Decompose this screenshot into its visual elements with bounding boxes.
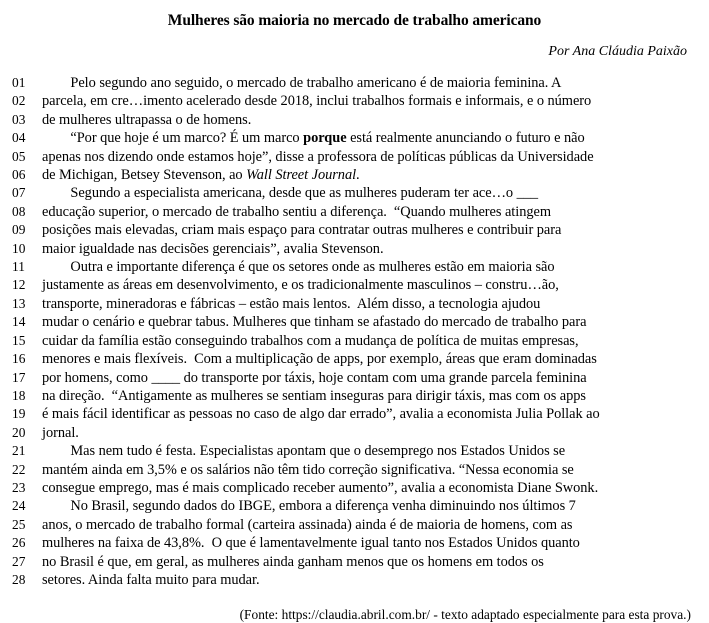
line-text: justamente as áreas em desenvolvimento, e os tradicionalmente masculinos – constru…ão, (42, 277, 559, 294)
line-text: maior igualdade nas decisões gerenciais”, avalia Stevenson. (42, 240, 384, 257)
line-text: apenas nos dizendo onde estamos hoje”, disse a professora de políticas públicas da Universidade (42, 148, 594, 165)
line-text: “Por que hoje é um marco? É um marco porque está realmente anunciando o futuro e não (42, 130, 585, 147)
line-text: posições mais elevadas, criam mais espaço para contratar outras mulheres e contribuir para (42, 222, 562, 239)
line-number: 13 (12, 295, 26, 311)
line-text: no Brasil é que, em geral, as mulheres ainda ganham menos que os homens em todos os (42, 553, 544, 570)
text-line (12, 221, 697, 239)
text-line (12, 553, 697, 571)
line-text: Segundo a especialista americana, desde que as mulheres puderam ter ace…o ___ (42, 185, 539, 202)
line-text: menores e mais flexíveis. Com a multiplicação de apps, por exemplo, áreas que eram dominadas (42, 351, 597, 368)
text-line (12, 111, 697, 129)
line-number: 07 (12, 185, 26, 201)
text-line (12, 424, 697, 442)
line-number: 17 (12, 369, 26, 385)
line-number: 09 (12, 222, 26, 238)
line-text: consegue emprego, mas é mais complicado receber aumento”, avalia a economista Diane Swonk. (42, 479, 599, 496)
line-text: anos, o mercado de trabalho formal (carteira assinada) ainda é de maioria de homens, com as (42, 516, 573, 533)
line-number: 28 (12, 571, 26, 587)
bold-emphasis: porque (303, 130, 347, 147)
text-line (12, 405, 697, 423)
line-number: 11 (12, 259, 25, 275)
line-text: é mais fácil identificar as pessoas no caso de algo dar errado”, avalia a economista Julia Pollak ao (42, 406, 600, 423)
line-number: 08 (12, 203, 26, 219)
line-number: 25 (12, 516, 26, 532)
line-text: Outra e importante diferença é que os setores onde as mulheres estão em maioria são (42, 259, 555, 276)
text-line (12, 571, 697, 589)
line-number: 03 (12, 111, 26, 127)
line-text: cuidar da família estão conseguindo trabalhos com a mudança de política de muitas empresas, (42, 332, 579, 349)
text-line (12, 497, 697, 515)
line-number: 16 (12, 351, 26, 367)
text-line (12, 479, 697, 497)
line-number: 23 (12, 479, 26, 495)
line-number: 15 (12, 332, 26, 348)
line-number: 12 (12, 277, 26, 293)
line-number: 18 (12, 387, 26, 403)
text-line (12, 350, 697, 368)
line-number: 22 (12, 461, 26, 477)
line-text: transporte, mineradoras e fábricas – estão mais lentos. Além disso, a tecnologia ajudou (42, 295, 541, 312)
line-text: de mulheres ultrapassa o de homens. (42, 111, 252, 128)
italic-emphasis: Wall Street Journal (246, 167, 357, 184)
text-line (12, 442, 697, 460)
text-line (12, 129, 697, 147)
text-line (12, 461, 697, 479)
text-line (12, 276, 697, 294)
text-line (12, 516, 697, 534)
line-text: Pelo segundo ano seguido, o mercado de trabalho americano é de maioria feminina. A (42, 75, 562, 91)
text-line (12, 203, 697, 221)
line-text: Mas nem tudo é festa. Especialistas apontam que o desemprego nos Estados Unidos se (42, 443, 566, 460)
line-text: jornal. (42, 424, 79, 441)
line-number: 27 (12, 553, 26, 569)
text-line (12, 92, 697, 110)
page-title: Mulheres são maioria no mercado de trabalho americano (167, 12, 542, 29)
text-line (12, 166, 697, 184)
line-number: 21 (12, 443, 26, 459)
line-number: 06 (12, 167, 26, 183)
line-text: por homens, como ____ do transporte por táxis, hoje contam com uma grande parcela feminina (42, 369, 587, 386)
source-note: (Fonte: https://claudia.abril.com.br/ - texto adaptado especialmente para esta prova.) (239, 607, 691, 623)
line-text: mulheres na faixa de 43,8%. O que é lamentavelmente igual tanto nos Estados Unidos quanto (42, 535, 580, 552)
text-line (12, 240, 697, 258)
line-number: 20 (12, 424, 26, 440)
text-line (12, 369, 697, 387)
line-number: 26 (12, 535, 26, 551)
line-number: 01 (12, 75, 26, 90)
byline: Por Ana Cláudia Paixão (548, 44, 687, 59)
line-text: educação superior, o mercado de trabalho sentiu a diferença. “Quando mulheres atingem (42, 203, 551, 220)
line-text: No Brasil, segundo dados do IBGE, embora a diferença venha diminuindo nos últimos 7 (42, 498, 576, 515)
text-line (12, 387, 697, 405)
text-line (12, 534, 697, 552)
text-line (12, 295, 697, 313)
line-text: mantém ainda em 3,5% e os salários não têm tido correção significativa. “Nessa economia se (42, 461, 574, 478)
line-number: 10 (12, 240, 26, 256)
text-line (12, 184, 697, 202)
line-number: 24 (12, 498, 26, 514)
line-text: de Michigan, Betsey Stevenson, ao Wall Street Journal. (42, 167, 360, 184)
article-body (12, 74, 697, 589)
line-text: parcela, em cre…imento acelerado desde 2018, inclui trabalhos formais e informais, e o número (42, 93, 592, 110)
text-line (12, 332, 697, 350)
line-number: 02 (12, 93, 26, 109)
line-number: 14 (12, 314, 26, 330)
text-line (12, 258, 697, 276)
line-text: mudar o cenário e quebrar tabus. Mulheres que tinham se afastado do mercado de trabalho para (42, 314, 587, 331)
text-line (12, 74, 697, 92)
line-number: 05 (12, 148, 26, 164)
line-number: 19 (12, 406, 26, 422)
text-line (12, 148, 697, 166)
line-text: na direção. “Antigamente as mulheres se sentiam inseguras para dirigir táxis, mas com os apps (42, 387, 586, 404)
line-text: setores. Ainda falta muito para mudar. (42, 571, 260, 588)
text-line (12, 313, 697, 331)
line-number: 04 (12, 130, 26, 146)
